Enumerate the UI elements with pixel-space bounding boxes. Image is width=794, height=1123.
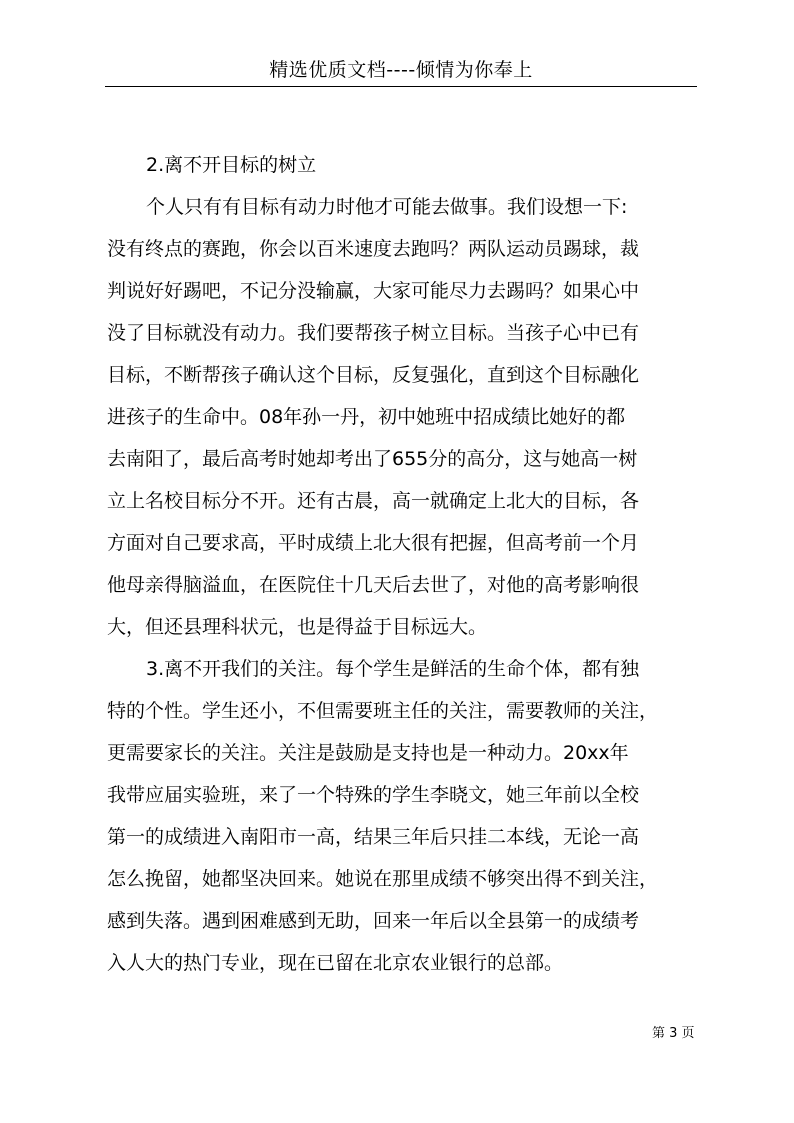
paragraph-line: 立上名校目标分不开。还有古晨，高一就确定上北大的目标，各 [107, 490, 640, 512]
paragraph-line: 目标，不断帮孩子确认这个目标，反复强化，直到这个目标融化 [107, 364, 640, 386]
paragraph-line: 特的个性。学生还小，不但需要班主任的关注，需要教师的关注， [107, 700, 659, 722]
paragraph-line: 第一的成绩进入南阳市一高，结果三年后只挂二本线，无论一高 [107, 826, 640, 848]
paragraph-line: 我带应届实验班，来了一个特殊的学生李晓文，她三年前以全校 [107, 784, 640, 806]
paragraph-line: 没了目标就没有动力。我们要帮孩子树立目标。当孩子心中已有 [107, 322, 640, 344]
section-heading-2: 2.离不开目标的树立 [146, 154, 317, 176]
paragraph-line: 方面对自己要求高，平时成绩上北大很有把握，但高考前一个月 [107, 532, 640, 554]
paragraph-line: 更需要家长的关注。关注是鼓励是支持也是一种动力。20xx年 [107, 742, 629, 764]
paragraph-line: 进孩子的生命中。08年孙一丹，初中她班中招成绩比她好的都 [107, 406, 626, 428]
paragraph-line: 大，但还县理科状元，也是得益于目标远大。 [107, 616, 488, 638]
paragraph-line: 个人只有有目标有动力时他才可能去做事。我们设想一下: [146, 196, 628, 218]
paragraph-line: 没有终点的赛跑，你会以百米速度去跑吗？两队运动员踢球，裁 [107, 238, 640, 260]
page-header [105, 52, 697, 87]
paragraph-line: 入人大的热门专业，现在已留在北京农业银行的总部。 [107, 952, 564, 974]
paragraph-line: 他母亲得脑溢血，在医院住十几天后去世了，对他的高考影响很 [107, 574, 640, 596]
paragraph-line: 3.离不开我们的关注。每个学生是鲜活的生命个体，都有独 [146, 658, 640, 680]
paragraph-line: 判说好好踢吧，不记分没输赢，大家可能尽力去踢吗？如果心中 [107, 280, 640, 302]
page-number: 第 3 页 [652, 1026, 695, 1041]
paragraph-line: 怎么挽留，她都坚决回来。她说在那里成绩不够突出得不到关注， [107, 868, 659, 890]
paragraph-line: 感到失落。遇到困难感到无助，回来一年后以全县第一的成绩考 [107, 910, 640, 932]
paragraph-line: 去南阳了，最后高考时她却考出了655分的高分，这与她高一树 [107, 448, 638, 470]
header-title: 精选优质文档----倾情为你奉上 [269, 59, 533, 81]
